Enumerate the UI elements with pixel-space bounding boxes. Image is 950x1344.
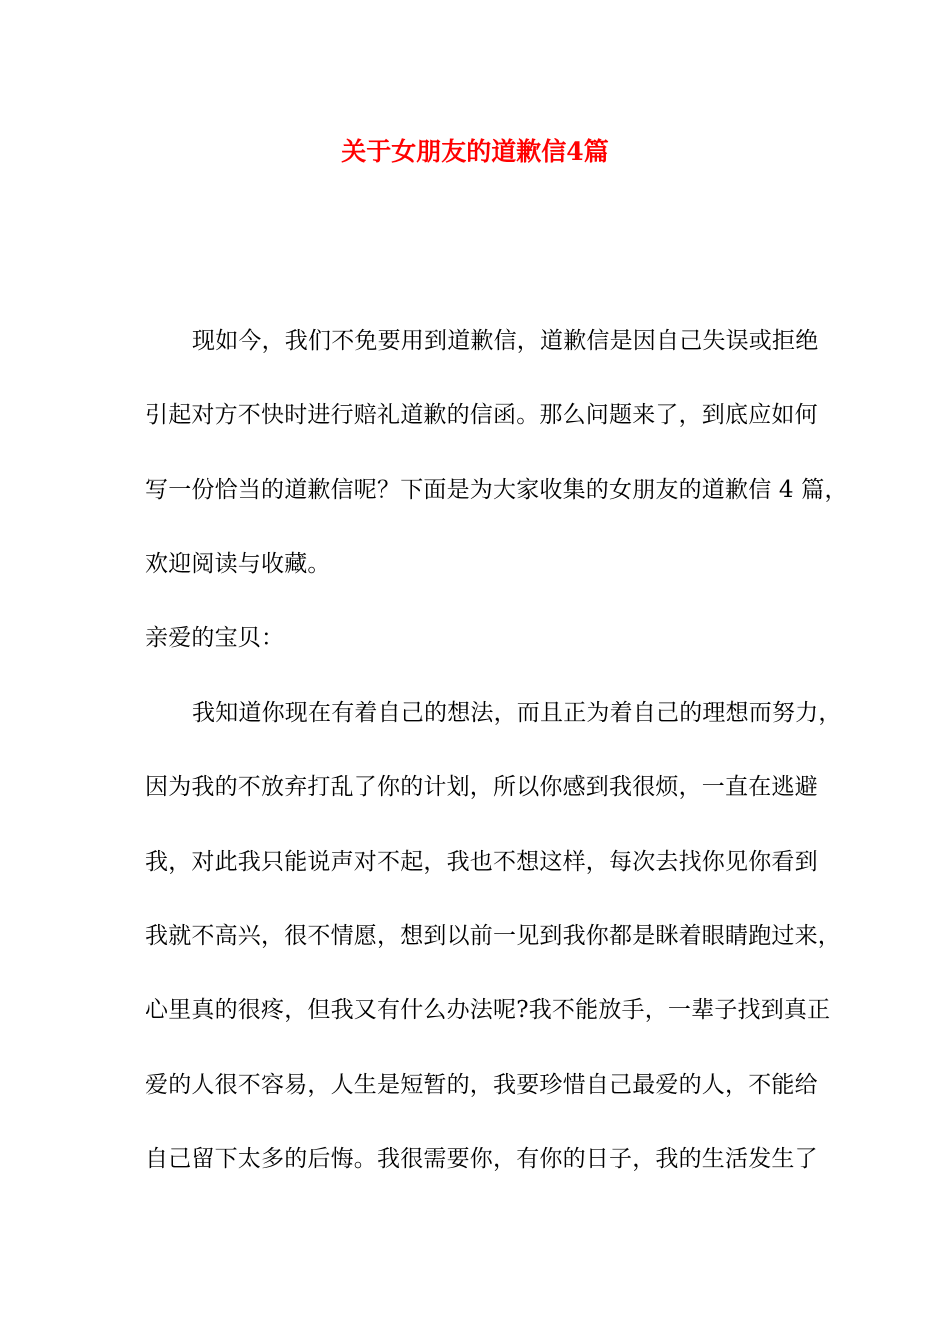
body-line-6: 爱的人很不容易，人生是短暂的，我要珍惜自己最爱的人，不能给 [145, 1072, 818, 1098]
intro-line-3: 写一份恰当的道歉信呢？下面是为大家收集的女朋友的道歉信 4 篇， [145, 477, 848, 503]
intro-line-4: 欢迎阅读与收藏。 [145, 551, 331, 577]
body-line-7: 自己留下太多的后悔。我很需要你，有你的日子，我的生活发生了 [145, 1146, 818, 1172]
body-line-2: 因为我的不放弃打乱了你的计划，所以你感到我很烦，一直在逃避 [145, 774, 818, 800]
body-line-4: 我就不高兴，很不情愿，想到以前一见到我你都是眯着眼睛跑过来， [145, 923, 841, 949]
document-title: 关于女朋友的道歉信4篇 [341, 137, 609, 166]
intro-line-1: 现如今，我们不免要用到道歉信，道歉信是因自己失误或拒绝 [192, 328, 819, 354]
body-line-3: 我，对此我只能说声对不起，我也不想这样，每次去找你见你看到 [145, 849, 818, 875]
intro-line-2: 引起对方不快时进行赔礼道歉的信函。那么问题来了，到底应如何 [145, 402, 818, 428]
body-line-5: 心里真的很疼，但我又有什么办法呢?我不能放手，一辈子找到真正 [145, 997, 831, 1023]
body-line-1: 我知道你现在有着自己的想法，而且正为着自己的理想而努力， [192, 700, 842, 726]
salutation: 亲爱的宝贝： [145, 625, 285, 651]
